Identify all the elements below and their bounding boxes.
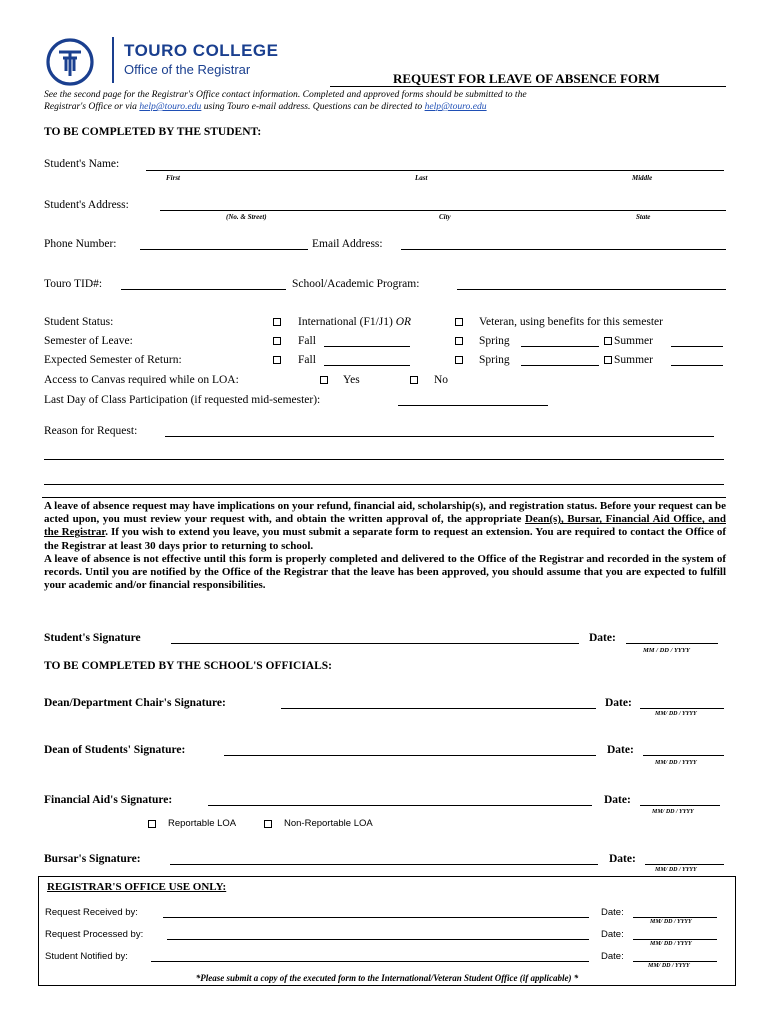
received-date-format: MM/ DD / YYYY	[650, 919, 692, 925]
received-date-field[interactable]	[633, 917, 717, 918]
email-label: Email Address:	[312, 238, 383, 250]
leave-summer-year-field[interactable]	[671, 346, 723, 347]
student-address-field[interactable]	[160, 210, 726, 211]
return-summer-label: Summer	[614, 354, 653, 366]
notified-date-field[interactable]	[633, 961, 717, 962]
leave-spring-checkbox[interactable]	[455, 337, 463, 345]
processed-date-label: Date:	[601, 929, 624, 940]
received-field[interactable]	[163, 917, 589, 918]
student-name-field[interactable]	[146, 170, 724, 171]
leave-spring-label: Spring	[479, 335, 510, 347]
email-field[interactable]	[401, 249, 726, 250]
return-summer-checkbox[interactable]	[604, 356, 612, 364]
notice-rule	[42, 497, 726, 498]
return-spring-checkbox[interactable]	[455, 356, 463, 364]
dean-signature-label: Dean/Department Chair's Signature:	[44, 697, 226, 709]
lastday-label: Last Day of Class Participation (if requested mid-semester):	[44, 394, 321, 406]
name-middle-caption: Middle	[632, 174, 653, 182]
student-section-heading: TO BE COMPLETED BY THE STUDENT:	[44, 126, 262, 138]
reason-field-line-2[interactable]	[44, 459, 724, 460]
fa-date-field[interactable]	[640, 805, 720, 806]
return-fall-year-field[interactable]	[324, 365, 410, 366]
fa-date-format: MM/ DD / YYYY	[652, 809, 694, 815]
received-label: Request Received by:	[45, 907, 138, 918]
processed-date-format: MM/ DD / YYYY	[650, 941, 692, 947]
canvas-no-checkbox[interactable]	[410, 376, 418, 384]
student-date-format: MM / DD / YYYY	[643, 647, 690, 654]
return-summer-year-field[interactable]	[671, 365, 723, 366]
officials-heading: TO BE COMPLETED BY THE SCHOOL'S OFFICIALS:	[44, 660, 332, 672]
reportable-loa-checkbox[interactable]	[148, 820, 156, 828]
dean-date-format: MM/ DD / YYYY	[655, 711, 697, 717]
leave-fall-checkbox[interactable]	[273, 337, 281, 345]
name-first-caption: First	[166, 174, 181, 182]
veteran-option: Veteran, using benefits for this semester	[479, 316, 663, 328]
bursar-date-label: Date:	[609, 853, 636, 865]
nonreportable-loa-checkbox[interactable]	[264, 820, 272, 828]
notified-label: Student Notified by:	[45, 951, 128, 962]
phone-label: Phone Number:	[44, 238, 117, 250]
processed-date-field[interactable]	[633, 939, 717, 940]
phone-field[interactable]	[140, 249, 308, 250]
address-state-caption: State	[636, 213, 651, 221]
program-label: School/Academic Program:	[292, 278, 420, 290]
return-spring-year-field[interactable]	[521, 365, 599, 366]
canvas-yes-label: Yes	[343, 374, 360, 386]
international-checkbox[interactable]	[273, 318, 281, 326]
canvas-yes-checkbox[interactable]	[320, 376, 328, 384]
tid-label: Touro TID#:	[44, 278, 103, 290]
bursar-signature-label: Bursar's Signature:	[44, 853, 141, 865]
bursar-signature-field[interactable]	[170, 864, 598, 865]
notified-date-label: Date:	[601, 951, 624, 962]
veteran-checkbox[interactable]	[455, 318, 463, 326]
student-date-field[interactable]	[626, 643, 718, 644]
status-label: Student Status:	[44, 316, 114, 328]
reason-field-line-3[interactable]	[44, 484, 724, 485]
notice-text: A leave of absence request may have implications on your refund, financial aid, scholarship(s), and registration status. Before your request can be acted upon, you must review your request with, and obtain the written approval of, the appropriate Dean(s), Bursar, Financial Aid Office, and the Registrar. If you wish to extend you leave, you must submit a separate form to request an extension. You are required to contact the Office of the Registrar at least 30 days prior to returning to school. A leave of absence is not effective until this form is properly completed and delivered to the Office of the Registrar and recorded in the system of records. Until you are notified by the Office of the Registrar that the leave has been approved, you should assume that you are expected to fulfill your academic and/or financial responsibilities.	[44, 500, 727, 592]
college-name: TOURO COLLEGE	[124, 41, 279, 60]
registrar-heading: REGISTRAR'S OFFICE USE ONLY:	[47, 881, 227, 893]
reportable-loa-label: Reportable LOA	[168, 818, 237, 829]
return-fall-label: Fall	[298, 354, 316, 366]
leave-spring-year-field[interactable]	[521, 346, 599, 347]
return-label: Expected Semester of Return:	[44, 354, 182, 366]
bursar-date-field[interactable]	[645, 864, 724, 865]
fa-signature-label: Financial Aid's Signature:	[44, 794, 173, 806]
logo-divider	[112, 37, 114, 83]
return-fall-checkbox[interactable]	[273, 356, 281, 364]
bursar-date-format: MM/ DD / YYYY	[655, 867, 697, 873]
nonreportable-loa-label: Non-Reportable LOA	[284, 818, 373, 829]
dean-date-field[interactable]	[640, 708, 724, 709]
student-address-label: Student's Address:	[44, 199, 129, 211]
leave-label: Semester of Leave:	[44, 335, 133, 347]
tid-field[interactable]	[121, 289, 286, 290]
name-last-caption: Last	[415, 174, 428, 182]
leave-fall-label: Fall	[298, 335, 316, 347]
canvas-label: Access to Canvas required while on LOA:	[44, 374, 239, 386]
leave-summer-label: Summer	[614, 335, 653, 347]
dean-signature-field[interactable]	[281, 708, 596, 709]
office-name: Office of the Registrar	[124, 62, 251, 77]
help-email-link[interactable]: help@touro.edu	[139, 101, 202, 112]
student-date-label: Date:	[589, 632, 616, 644]
lastday-field[interactable]	[398, 405, 548, 406]
student-signature-label: Student's Signature	[44, 632, 141, 644]
fa-date-label: Date:	[604, 794, 631, 806]
reason-label: Reason for Request:	[44, 425, 138, 437]
registrar-footnote: *Please submit a copy of the executed form to the International/Veteran Student Office (if applicable) *	[195, 973, 579, 983]
form-title: REQUEST FOR LEAVE OF ABSENCE FORM	[393, 71, 660, 86]
processed-label: Request Processed by:	[45, 929, 144, 940]
registrar-use-box	[38, 876, 736, 986]
fa-signature-field[interactable]	[208, 805, 592, 806]
title-rule	[330, 86, 726, 87]
student-name-label: Student's Name:	[44, 158, 120, 170]
dean-date-label: Date:	[605, 697, 632, 709]
program-field[interactable]	[457, 289, 726, 290]
help-email-link-2[interactable]: help@touro.edu	[424, 101, 487, 112]
intro-text: See the second page for the Registrar's Office contact information. Completed and approved forms should be submitted to the Registrar's Office or via help@touro.edu using Touro e-mail address. Questions can be directed to help@touro.edu	[44, 89, 527, 112]
dos-date-format: MM/ DD / YYYY	[655, 760, 697, 766]
return-spring-label: Spring	[479, 354, 510, 366]
address-street-caption: (No. & Street)	[226, 213, 267, 221]
notified-field[interactable]	[151, 961, 589, 962]
notified-date-format: MM/ DD / YYYY	[648, 963, 690, 969]
international-option: International (F1/J1) OR	[298, 316, 412, 328]
leave-summer-checkbox[interactable]	[604, 337, 612, 345]
address-city-caption: City	[439, 213, 451, 221]
dos-signature-label: Dean of Students' Signature:	[44, 744, 186, 756]
received-date-label: Date:	[601, 907, 624, 918]
dos-date-field[interactable]	[643, 755, 724, 756]
processed-field[interactable]	[167, 939, 589, 940]
leave-fall-year-field[interactable]	[324, 346, 410, 347]
dos-signature-field[interactable]	[224, 755, 596, 756]
student-signature-field[interactable]	[171, 643, 579, 644]
touro-logo-icon	[46, 38, 104, 86]
canvas-no-label: No	[434, 374, 449, 386]
dos-date-label: Date:	[607, 744, 634, 756]
reason-field[interactable]	[165, 436, 714, 437]
